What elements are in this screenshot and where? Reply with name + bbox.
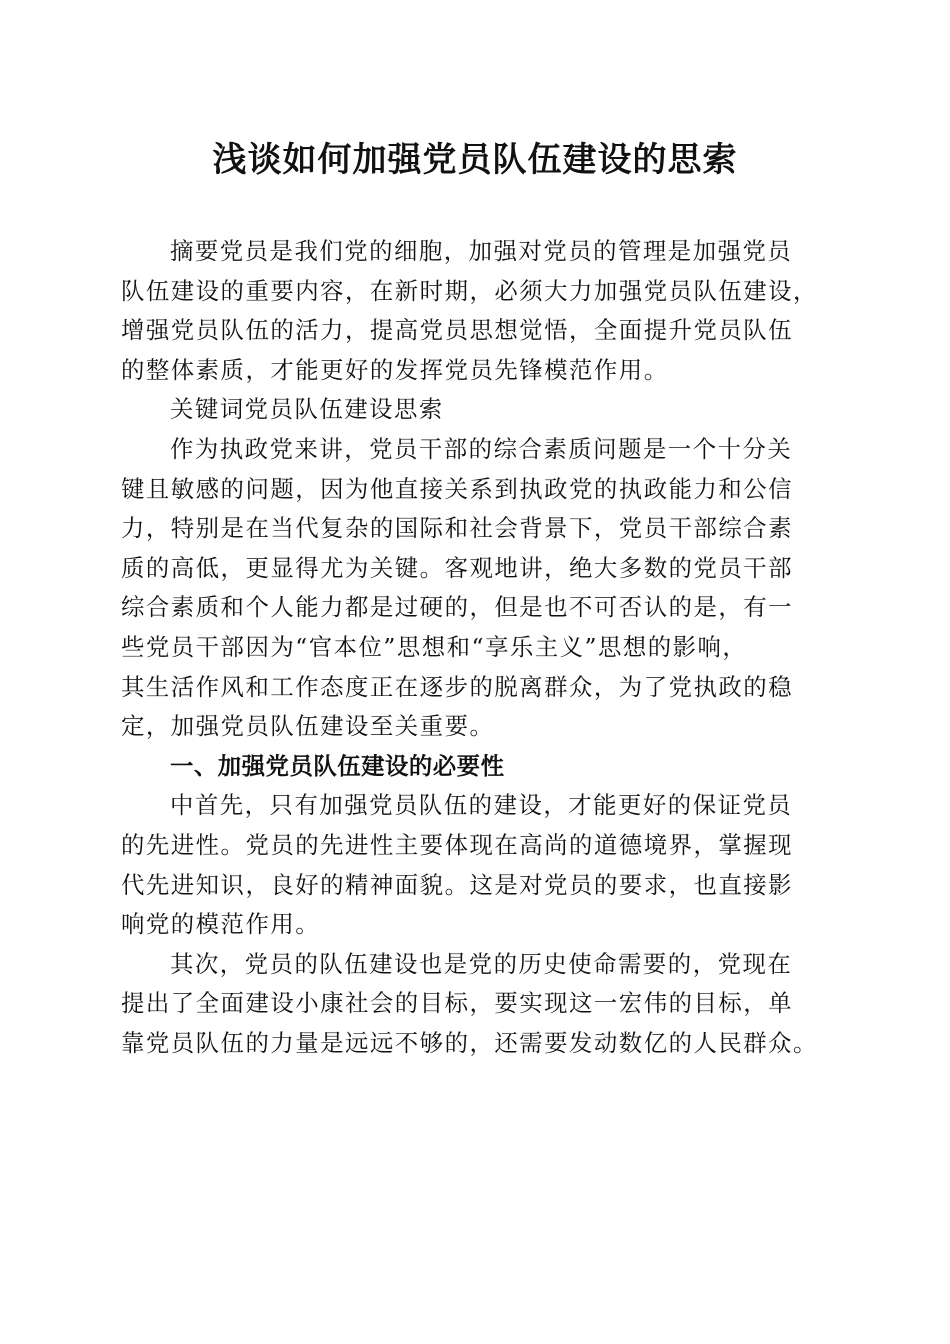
text-line: 定，加强党员队伍建设至关重要。 bbox=[121, 712, 495, 741]
text-line: 力，特别是在当代复杂的国际和社会背景下，党员干部综合素 bbox=[121, 514, 794, 543]
text-line: 的先进性。党员的先进性主要体现在高尚的道德境界，掌握现 bbox=[121, 830, 794, 859]
text-line: 作为执政党来讲，党员干部的综合素质问题是一个十分关 bbox=[170, 434, 793, 463]
text-line: 提出了全面建设小康社会的目标，要实现这一宏伟的目标，单 bbox=[121, 989, 794, 1018]
text-line: 的整体素质，才能更好的发挥党员先锋模范作用。 bbox=[121, 355, 669, 384]
text-line: 其次，党员的队伍建设也是党的历史使命需要的，党现在 bbox=[170, 949, 793, 978]
text-line: 队伍建设的重要内容，在新时期，必须大力加强党员队伍建设， bbox=[121, 276, 818, 305]
text-line: 摘要党员是我们党的细胞，加强对党员的管理是加强党员 bbox=[170, 237, 793, 265]
text-line: 质的高低，更显得尤为关键。客观地讲，绝大多数的党员干部 bbox=[121, 553, 794, 582]
text-line: 增强党员队伍的活力，提高党员思想觉悟，全面提升党员队伍 bbox=[121, 316, 794, 345]
text-line: 靠党员队伍的力量是远远不够的，还需要发动数亿的人民群众。 bbox=[121, 1028, 818, 1057]
text-line: 些党员干部因为“官本位”思想和“享乐主义”思想的影响， bbox=[121, 632, 748, 661]
text-line: 综合素质和个人能力都是过硬的，但是也不可否认的是，有一 bbox=[121, 593, 794, 622]
text-line: 关键词党员队伍建设思索 bbox=[170, 395, 444, 424]
text-line: 中首先，只有加强党员队伍的建设，才能更好的保证党员 bbox=[170, 791, 793, 820]
text-line: 代先进知识，良好的精神面貌。这是对党员的要求，也直接影 bbox=[121, 870, 794, 899]
text-line: 键且敏感的问题，因为他直接关系到执政党的执政能力和公信 bbox=[121, 474, 794, 503]
text-line: 响党的模范作用。 bbox=[121, 910, 321, 939]
document-title: 浅谈如何加强党员队伍建设的思索 bbox=[212, 140, 738, 180]
section-heading: 一、加强党员队伍建设的必要性 bbox=[170, 751, 505, 780]
text-line: 其生活作风和工作态度正在逐步的脱离群众，为了党执政的稳 bbox=[121, 672, 794, 701]
document-body bbox=[121, 232, 833, 1063]
